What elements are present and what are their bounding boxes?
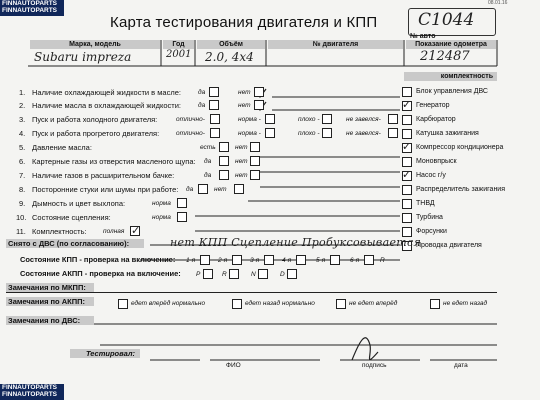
kpp-gear-5-label: 6-я [350,257,360,264]
col-engine-no: № двигателя [268,40,403,49]
year-handwritten: 2001 [166,49,192,60]
completeness-item-3-box[interactable] [402,129,412,139]
check-3-opt-excellent: отлично- [176,116,205,123]
kpp-gear-4-box[interactable] [330,255,340,265]
check-9-opt-normal: норма [152,200,171,207]
akpp-remark-0-label: едет вперёд нормально [131,300,206,307]
check-7-yes-box[interactable] [219,170,229,180]
check-9-normal-box[interactable] [177,198,187,208]
auto-number-label: № авто [410,33,436,40]
check-8-opt-no: нет [214,186,227,193]
check-8-yes-box[interactable] [198,184,208,194]
watermark-top: FINNAUTOPARTS [0,0,64,9]
kpp-gear-2-label: 3-я [250,257,260,264]
check-4-number: 4. [19,129,26,138]
check-3-nostart-box[interactable] [388,114,398,124]
volume-handwritten: 2.0, 4x4 [205,50,254,64]
completeness-item-6-tick-icon: ✓ [402,168,412,181]
akpp-remark-0-box[interactable] [118,299,128,309]
check-5-number: 5. [19,143,26,152]
completeness-item-6-label: Насос г/у [416,172,446,179]
akpp-gear-3-label: D [280,271,285,278]
check-1-no-box[interactable] [254,87,264,97]
check-1-number: 1. [19,88,26,97]
kpp-gear-5-box[interactable] [364,255,374,265]
remarks-dvs-label: Замечания по ДВС: [6,316,94,325]
check-6-label: Картерные газы из отверстия масленого щупа: [32,157,196,166]
remarks-mkpp-label: Замечания по МКПП: [6,283,94,292]
check-1-opt-no: нет [238,89,251,96]
kpp-gear-1-label: 2-я [218,257,228,264]
watermark-top-2: FINNAUTOPARTS [0,7,64,16]
check-4-opt-bad: плохо - [298,130,320,137]
check-3-number: 3. [19,115,26,124]
completeness-item-2-box[interactable] [402,115,412,125]
top-small-text: 08.01.16 [488,0,508,6]
akpp-remark-1-label: едет назад нормально [245,300,315,307]
make-handwritten: Subaru impreza [34,50,132,64]
check-5-opt-yes: есть [200,144,216,151]
check-5-opt-no: нет [235,144,248,151]
completeness-item-10-label: Форсунки [416,228,447,235]
kpp-gear-4-label: 5-я [316,257,326,264]
kpp-gear-3-label: 4-я [282,257,292,264]
check-11-number: 11. [16,227,26,236]
check-10-normal-box[interactable] [177,212,187,222]
completeness-item-0-label: Блок управления ДВС [416,88,488,95]
check-4-label: Пуск и работа прогретого двигателя: [32,129,160,138]
check-4-bad-box[interactable] [322,128,332,138]
check-9-label: Дымность и цвет выхлопа: [32,199,126,208]
check-3-normal-box[interactable] [265,114,275,124]
check-11-opt-full: полная [103,228,125,235]
akpp-gear-2-box[interactable] [258,269,268,279]
check-6-number: 6. [19,157,26,166]
fio-caption: ФИО [226,362,241,369]
check-1-yes-box[interactable] [209,87,219,97]
check-6-opt-yes: да [204,158,212,165]
check-1-opt-yes: да [198,89,206,96]
akpp-gear-3-box[interactable] [287,269,297,279]
completeness-header: комплектность [404,72,497,81]
check-2-opt-no: нет [238,102,251,109]
check-8-opt-yes: да [186,186,194,193]
akpp-remark-1-box[interactable] [232,299,242,309]
remarks-mkpp-line [6,292,497,293]
completeness-item-11-label: Проводка двигателя [416,242,482,249]
check-11-label: Комплектность: [32,227,87,236]
completeness-item-1-label: Генератор [416,102,450,109]
check-8-number: 8. [19,185,26,194]
kpp-gear-6-label: R [380,257,385,264]
akpp-gear-1-label: R [222,271,227,278]
check-9-number: 9. [19,199,26,208]
check-7-number: 7. [19,171,26,180]
check-10-opt-normal: норма [152,214,171,221]
check-4-nostart-box[interactable] [388,128,398,138]
check-7-no-box[interactable] [250,170,260,180]
watermark-bottom-2: FINNAUTOPARTS [0,391,64,400]
check-6-no-box[interactable] [250,156,260,166]
check-3-bad-box[interactable] [322,114,332,124]
check-2-no-box[interactable] [254,100,264,110]
akpp-gear-0-label: P [196,271,201,278]
check-11-tick-icon: ✓ [131,224,141,237]
completeness-item-7-label: Распределитель зажигания [416,186,506,193]
check-4-excellent-box[interactable] [210,128,220,138]
check-3-opt-bad: плохо - [298,116,320,123]
akpp-gear-0-box[interactable] [203,269,213,279]
tested-label: Тестировал: [70,349,140,358]
check-10-number: 10. [16,213,27,222]
kpp-gear-1-box[interactable] [232,255,242,265]
check-8-label: Посторонние стуки или шумы при работе: [32,185,179,194]
check-8-no-box[interactable] [234,184,244,194]
completeness-item-1-tick-icon: ✓ [402,98,412,111]
check-5-no-box[interactable] [250,142,260,152]
check-3-opt-normal: норма - [238,116,261,123]
completeness-item-5-box[interactable] [402,157,412,167]
akpp-gear-2-label: N [251,271,256,278]
check-5-yes-box[interactable] [219,142,229,152]
check-3-opt-nostart: не завелся- [346,116,381,123]
check-4-opt-excellent: отлично- [176,130,205,137]
document-title: Карта тестирования двигателя и КПП [110,14,378,31]
check-4-opt-normal: норма - [238,130,261,137]
check-4-opt-nostart: не завелся- [346,130,381,137]
kpp-gear-0-box[interactable] [200,255,210,265]
check-1-label: Наличие охлаждающей жидкости в масле: [32,88,181,97]
akpp-remark-2-box[interactable] [336,299,346,309]
check-4-normal-box[interactable] [265,128,275,138]
completeness-item-3-label: Катушка зажигания [416,130,479,137]
kpp-gear-2-box[interactable] [264,255,274,265]
kpp-gear-3-box[interactable] [296,255,306,265]
removed-label: Снято с ДВС (по согласованию): [6,239,144,248]
completeness-item-7-box[interactable] [402,185,412,195]
completeness-item-5-label: Моновпрыск [416,158,457,165]
clutch-note-handwritten: нет КПП Сцепление Пробуксовывается [170,236,422,249]
col-odometer: Показание одометра [406,40,496,49]
remarks-akpp-label: Замечания по АКПП: [6,297,94,306]
akpp-state-label: Состояние АКПП - проверка на включение: [20,269,181,278]
check-3-label: Пуск и работа холодного двигателя: [32,115,158,124]
akpp-remark-2-label: не едет вперёд [349,300,398,307]
completeness-item-9-label: Турбина [416,214,443,221]
completeness-item-2-label: Карбюратор [416,116,456,123]
auto-number-handwritten: С1044 [418,10,475,30]
completeness-item-8-box[interactable] [402,199,412,209]
completeness-item-9-box[interactable] [402,213,412,223]
date-caption: дата [454,362,468,369]
col-year: Год [163,40,194,49]
akpp-remark-3-box[interactable] [430,299,440,309]
check-5-label: Давление масла: [32,143,92,152]
odometer-handwritten: 212487 [420,49,470,64]
completeness-item-4-tick-icon: ✓ [402,140,412,153]
kpp-gear-0-label: 1-я [186,257,196,264]
check-2-label: Наличие масла в охлаждающей жидкости: [32,101,181,110]
check-7-opt-no: нет [235,172,248,179]
col-volume: Объём [197,40,265,49]
check-2-opt-yes: да [198,102,206,109]
check-2-number: 2. [19,101,26,110]
check-10-label: Состояние сцепления: [32,213,111,222]
akpp-gear-1-box[interactable] [229,269,239,279]
completeness-item-8-label: ТНВД [416,200,435,207]
check-3-excellent-box[interactable] [210,114,220,124]
completeness-item-0-box[interactable] [402,87,412,97]
completeness-item-4-label: Компрессор кондиционера [416,144,504,151]
signature-caption: подпись [362,362,387,369]
check-2-yes-box[interactable] [209,100,219,110]
check-7-label: Наличие газов в расширительном бачке: [32,171,175,180]
kpp-state-label: Состояние КПП - проверка на включение: [20,255,176,264]
check-7-opt-yes: да [204,172,212,179]
col-make: Марка, модель [30,40,160,49]
watermark-bottom: FINNAUTOPARTS [0,384,64,393]
check-6-yes-box[interactable] [219,156,229,166]
check-6-opt-no: нет [235,158,248,165]
akpp-remark-3-label: не едет назад [443,300,488,307]
